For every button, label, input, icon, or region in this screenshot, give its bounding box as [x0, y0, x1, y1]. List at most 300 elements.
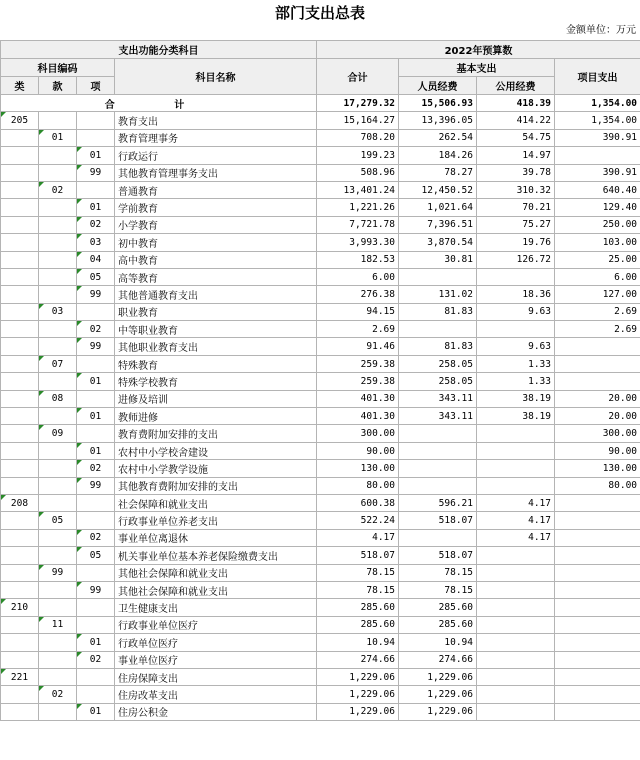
subject-name-cell: 其他普通教育支出	[115, 286, 317, 303]
personnel-cell: 1,229.06	[399, 686, 477, 703]
table-row	[1, 390, 640, 407]
table-row	[1, 634, 640, 651]
project-cell	[555, 616, 640, 633]
public-cell	[477, 616, 555, 633]
subject-name-cell: 住房保障支出	[115, 668, 317, 685]
personnel-cell	[399, 460, 477, 477]
lei-cell	[1, 303, 39, 320]
xiang-cell: 02	[77, 216, 115, 233]
project-cell: 20.00	[555, 408, 640, 425]
xiang-cell: 02	[77, 529, 115, 546]
subject-name-cell: 特殊教育	[115, 355, 317, 372]
project-cell	[555, 338, 640, 355]
lei-cell	[1, 268, 39, 285]
personnel-cell: 285.60	[399, 616, 477, 633]
personnel-cell: 131.02	[399, 286, 477, 303]
kuan-cell: 99	[39, 564, 77, 581]
subject-name-cell: 其他教育费附加安排的支出	[115, 477, 317, 494]
kuan-cell	[39, 164, 77, 181]
xiang-cell: 01	[77, 147, 115, 164]
lei-cell: 205	[1, 112, 39, 129]
personnel-cell: 81.83	[399, 338, 477, 355]
project-cell: 2.69	[555, 321, 640, 338]
lei-cell: 208	[1, 494, 39, 511]
public-cell	[477, 442, 555, 459]
total-cell: 300.00	[317, 425, 399, 442]
subject-name-cell: 行政单位医疗	[115, 634, 317, 651]
table-row	[1, 199, 640, 216]
kuan-cell	[39, 251, 77, 268]
public-cell	[477, 321, 555, 338]
personnel-cell: 7,396.51	[399, 216, 477, 233]
table-row	[1, 512, 640, 529]
table-row	[1, 425, 640, 442]
total-cell: 130.00	[317, 460, 399, 477]
table-row	[1, 129, 640, 146]
personnel-cell: 262.54	[399, 129, 477, 146]
public-cell	[477, 634, 555, 651]
project-cell	[555, 547, 640, 564]
public-cell	[477, 477, 555, 494]
subject-name-cell: 教育支出	[115, 112, 317, 129]
kuan-cell	[39, 321, 77, 338]
total-cell: 276.38	[317, 286, 399, 303]
public-cell	[477, 668, 555, 685]
total-label: 合 计	[1, 95, 317, 112]
total-cell: 259.38	[317, 355, 399, 372]
project-cell	[555, 651, 640, 668]
lei-cell	[1, 199, 39, 216]
personnel-cell: 1,021.64	[399, 199, 477, 216]
kuan-cell	[39, 634, 77, 651]
kuan-cell	[39, 147, 77, 164]
public-cell: 4.17	[477, 512, 555, 529]
table-row	[1, 529, 640, 546]
total-cell: 285.60	[317, 599, 399, 616]
public-cell: 9.63	[477, 303, 555, 320]
public-cell: 126.72	[477, 251, 555, 268]
lei-cell	[1, 581, 39, 598]
personnel-cell: 343.11	[399, 390, 477, 407]
xiang-cell	[77, 181, 115, 198]
project-cell	[555, 512, 640, 529]
total-cell: 4.17	[317, 529, 399, 546]
subject-name-cell: 机关事业单位基本养老保险缴费支出	[115, 547, 317, 564]
header-kuan: 款	[39, 77, 77, 95]
lei-cell	[1, 529, 39, 546]
subject-name-cell: 高中教育	[115, 251, 317, 268]
subject-name-cell: 进修及培训	[115, 390, 317, 407]
xiang-cell	[77, 686, 115, 703]
kuan-cell	[39, 547, 77, 564]
xiang-cell: 05	[77, 547, 115, 564]
table-row	[1, 338, 640, 355]
lei-cell	[1, 216, 39, 233]
project-cell	[555, 599, 640, 616]
lei-cell	[1, 616, 39, 633]
lei-cell	[1, 425, 39, 442]
project-cell: 90.00	[555, 442, 640, 459]
header-lei: 类	[1, 77, 39, 95]
kuan-cell: 11	[39, 616, 77, 633]
public-cell	[477, 703, 555, 720]
total-public: 418.39	[477, 95, 555, 112]
total-cell: 401.30	[317, 390, 399, 407]
personnel-cell: 10.94	[399, 634, 477, 651]
lei-cell	[1, 547, 39, 564]
project-cell: 300.00	[555, 425, 640, 442]
table-row	[1, 408, 640, 425]
public-cell	[477, 547, 555, 564]
xiang-cell: 05	[77, 268, 115, 285]
table-row	[1, 651, 640, 668]
lei-cell: 210	[1, 599, 39, 616]
kuan-cell	[39, 199, 77, 216]
total-personnel: 15,506.93	[399, 95, 477, 112]
project-cell	[555, 564, 640, 581]
public-cell: 39.78	[477, 164, 555, 181]
xiang-cell: 99	[77, 477, 115, 494]
kuan-cell	[39, 668, 77, 685]
header-subject-code: 科目编码	[1, 59, 115, 77]
xiang-cell: 01	[77, 408, 115, 425]
table-row	[1, 355, 640, 372]
lei-cell	[1, 512, 39, 529]
public-cell: 14.97	[477, 147, 555, 164]
xiang-cell: 01	[77, 373, 115, 390]
lei-cell: 221	[1, 668, 39, 685]
lei-cell	[1, 703, 39, 720]
personnel-cell: 3,870.54	[399, 234, 477, 251]
personnel-cell: 78.15	[399, 581, 477, 598]
xiang-cell	[77, 129, 115, 146]
personnel-cell: 258.05	[399, 373, 477, 390]
xiang-cell: 01	[77, 442, 115, 459]
subject-name-cell: 社会保障和就业支出	[115, 494, 317, 511]
header-xiang: 项	[77, 77, 115, 95]
total-cell: 1,229.06	[317, 668, 399, 685]
total-cell: 94.15	[317, 303, 399, 320]
header-total: 合计	[317, 59, 399, 95]
project-cell	[555, 634, 640, 651]
subject-name-cell: 事业单位离退休	[115, 529, 317, 546]
header-year-budget: 2022年预算数	[317, 41, 640, 59]
kuan-cell: 03	[39, 303, 77, 320]
public-cell	[477, 599, 555, 616]
public-cell: 414.22	[477, 112, 555, 129]
lei-cell	[1, 181, 39, 198]
xiang-cell	[77, 616, 115, 633]
kuan-cell	[39, 599, 77, 616]
kuan-cell	[39, 112, 77, 129]
table-row	[1, 147, 640, 164]
total-cell: 10.94	[317, 634, 399, 651]
header-basic-expense: 基本支出	[399, 59, 555, 77]
public-cell	[477, 581, 555, 598]
public-cell	[477, 651, 555, 668]
table-row	[1, 581, 640, 598]
project-cell: 1,354.00	[555, 112, 640, 129]
table-row	[1, 216, 640, 233]
subject-name-cell: 其他教育管理事务支出	[115, 164, 317, 181]
project-cell: 250.00	[555, 216, 640, 233]
xiang-cell	[77, 494, 115, 511]
personnel-cell: 78.27	[399, 164, 477, 181]
lei-cell	[1, 634, 39, 651]
project-cell	[555, 355, 640, 372]
project-cell	[555, 686, 640, 703]
kuan-cell	[39, 477, 77, 494]
personnel-cell: 518.07	[399, 512, 477, 529]
personnel-cell: 274.66	[399, 651, 477, 668]
total-cell: 274.66	[317, 651, 399, 668]
table-row	[1, 599, 640, 616]
personnel-cell	[399, 477, 477, 494]
total-cell: 600.38	[317, 494, 399, 511]
total-cell: 3,993.30	[317, 234, 399, 251]
public-cell: 1.33	[477, 373, 555, 390]
lei-cell	[1, 164, 39, 181]
personnel-cell: 285.60	[399, 599, 477, 616]
lei-cell	[1, 686, 39, 703]
lei-cell	[1, 321, 39, 338]
subject-name-cell: 行政事业单位养老支出	[115, 512, 317, 529]
subject-name-cell: 教育管理事务	[115, 129, 317, 146]
table-row	[1, 442, 640, 459]
total-cell: 1,221.26	[317, 199, 399, 216]
table-row	[1, 112, 640, 129]
amount-unit: 金额单位：万元	[566, 25, 636, 36]
xiang-cell: 02	[77, 321, 115, 338]
public-cell: 75.27	[477, 216, 555, 233]
subject-name-cell: 农村中小学教学设施	[115, 460, 317, 477]
table-row	[1, 494, 640, 511]
total-cell: 13,401.24	[317, 181, 399, 198]
lei-cell	[1, 442, 39, 459]
personnel-cell	[399, 268, 477, 285]
total-cell: 2.69	[317, 321, 399, 338]
xiang-cell	[77, 390, 115, 407]
table-row	[1, 321, 640, 338]
subject-name-cell: 学前教育	[115, 199, 317, 216]
xiang-cell: 04	[77, 251, 115, 268]
table-row	[1, 616, 640, 633]
xiang-cell	[77, 112, 115, 129]
subject-name-cell: 住房公积金	[115, 703, 317, 720]
table-row	[1, 686, 640, 703]
kuan-cell	[39, 338, 77, 355]
xiang-cell	[77, 599, 115, 616]
public-cell: 4.17	[477, 529, 555, 546]
project-cell	[555, 494, 640, 511]
table-row	[1, 668, 640, 685]
total-cell: 1,229.06	[317, 703, 399, 720]
personnel-cell: 78.15	[399, 564, 477, 581]
lei-cell	[1, 251, 39, 268]
table-row	[1, 234, 640, 251]
subject-name-cell: 事业单位医疗	[115, 651, 317, 668]
public-cell: 38.19	[477, 408, 555, 425]
personnel-cell: 343.11	[399, 408, 477, 425]
xiang-cell: 01	[77, 703, 115, 720]
kuan-cell: 05	[39, 512, 77, 529]
subject-name-cell: 初中教育	[115, 234, 317, 251]
total-sum: 17,279.32	[317, 95, 399, 112]
kuan-cell	[39, 286, 77, 303]
table-row	[1, 564, 640, 581]
lei-cell	[1, 390, 39, 407]
header-personnel: 人员经费	[399, 77, 477, 95]
personnel-cell: 13,396.05	[399, 112, 477, 129]
project-cell: 127.00	[555, 286, 640, 303]
header-public: 公用经费	[477, 77, 555, 95]
total-cell: 259.38	[317, 373, 399, 390]
header-func-category: 支出功能分类科目	[1, 41, 317, 59]
subject-name-cell: 行政事业单位医疗	[115, 616, 317, 633]
personnel-cell	[399, 425, 477, 442]
subject-name-cell: 普通教育	[115, 181, 317, 198]
xiang-cell: 99	[77, 164, 115, 181]
kuan-cell	[39, 442, 77, 459]
page-title: 部门支出总表	[274, 4, 365, 22]
public-cell: 38.19	[477, 390, 555, 407]
table-row	[1, 181, 640, 198]
subject-name-cell: 其他社会保障和就业支出	[115, 564, 317, 581]
project-cell	[555, 529, 640, 546]
project-cell: 640.40	[555, 181, 640, 198]
kuan-cell: 02	[39, 181, 77, 198]
kuan-cell: 07	[39, 355, 77, 372]
public-cell: 4.17	[477, 494, 555, 511]
total-row	[1, 95, 640, 112]
xiang-cell: 99	[77, 286, 115, 303]
kuan-cell	[39, 703, 77, 720]
xiang-cell	[77, 668, 115, 685]
xiang-cell	[77, 512, 115, 529]
subject-name-cell: 卫生健康支出	[115, 599, 317, 616]
kuan-cell	[39, 460, 77, 477]
project-cell	[555, 147, 640, 164]
kuan-cell	[39, 408, 77, 425]
personnel-cell	[399, 442, 477, 459]
kuan-cell	[39, 234, 77, 251]
subject-name-cell: 住房改革支出	[115, 686, 317, 703]
lei-cell	[1, 355, 39, 372]
public-cell: 19.76	[477, 234, 555, 251]
public-cell: 9.63	[477, 338, 555, 355]
table-row	[1, 477, 640, 494]
personnel-cell: 1,229.06	[399, 703, 477, 720]
kuan-cell	[39, 581, 77, 598]
project-cell	[555, 668, 640, 685]
xiang-cell: 99	[77, 338, 115, 355]
table-row	[1, 251, 640, 268]
personnel-cell: 1,229.06	[399, 668, 477, 685]
personnel-cell: 30.81	[399, 251, 477, 268]
kuan-cell	[39, 216, 77, 233]
lei-cell	[1, 234, 39, 251]
kuan-cell: 08	[39, 390, 77, 407]
lei-cell	[1, 408, 39, 425]
total-cell: 708.20	[317, 129, 399, 146]
personnel-cell: 184.26	[399, 147, 477, 164]
personnel-cell: 258.05	[399, 355, 477, 372]
kuan-cell	[39, 651, 77, 668]
xiang-cell: 01	[77, 199, 115, 216]
personnel-cell: 12,450.52	[399, 181, 477, 198]
public-cell	[477, 425, 555, 442]
subject-name-cell: 其他社会保障和就业支出	[115, 581, 317, 598]
total-cell: 91.46	[317, 338, 399, 355]
lei-cell	[1, 147, 39, 164]
lei-cell	[1, 286, 39, 303]
total-cell: 7,721.78	[317, 216, 399, 233]
project-cell	[555, 373, 640, 390]
table-row	[1, 268, 640, 285]
public-cell	[477, 686, 555, 703]
kuan-cell	[39, 529, 77, 546]
lei-cell	[1, 477, 39, 494]
xiang-cell	[77, 425, 115, 442]
total-cell: 6.00	[317, 268, 399, 285]
lei-cell	[1, 129, 39, 146]
table-row	[1, 373, 640, 390]
subject-name-cell: 教育费附加安排的支出	[115, 425, 317, 442]
public-cell: 54.75	[477, 129, 555, 146]
xiang-cell: 03	[77, 234, 115, 251]
project-cell: 130.00	[555, 460, 640, 477]
kuan-cell	[39, 494, 77, 511]
kuan-cell	[39, 373, 77, 390]
total-cell: 199.23	[317, 147, 399, 164]
personnel-cell	[399, 529, 477, 546]
total-cell: 182.53	[317, 251, 399, 268]
xiang-cell: 99	[77, 581, 115, 598]
lei-cell	[1, 651, 39, 668]
table-row	[1, 286, 640, 303]
lei-cell	[1, 460, 39, 477]
total-cell: 518.07	[317, 547, 399, 564]
project-cell: 2.69	[555, 303, 640, 320]
project-cell: 20.00	[555, 390, 640, 407]
subject-name-cell: 教师进修	[115, 408, 317, 425]
header-subject-name: 科目名称	[115, 59, 317, 95]
total-cell: 508.96	[317, 164, 399, 181]
project-cell: 129.40	[555, 199, 640, 216]
subject-name-cell: 小学教育	[115, 216, 317, 233]
xiang-cell	[77, 303, 115, 320]
subject-name-cell: 特殊学校教育	[115, 373, 317, 390]
table-row	[1, 460, 640, 477]
kuan-cell: 01	[39, 129, 77, 146]
lei-cell	[1, 338, 39, 355]
table-row	[1, 703, 640, 720]
table-row	[1, 547, 640, 564]
project-cell: 390.91	[555, 164, 640, 181]
xiang-cell: 02	[77, 651, 115, 668]
project-cell	[555, 581, 640, 598]
project-cell: 103.00	[555, 234, 640, 251]
public-cell: 1.33	[477, 355, 555, 372]
kuan-cell: 02	[39, 686, 77, 703]
total-cell: 90.00	[317, 442, 399, 459]
total-cell: 401.30	[317, 408, 399, 425]
personnel-cell	[399, 321, 477, 338]
personnel-cell: 596.21	[399, 494, 477, 511]
public-cell	[477, 460, 555, 477]
subject-name-cell: 职业教育	[115, 303, 317, 320]
table-row	[1, 303, 640, 320]
